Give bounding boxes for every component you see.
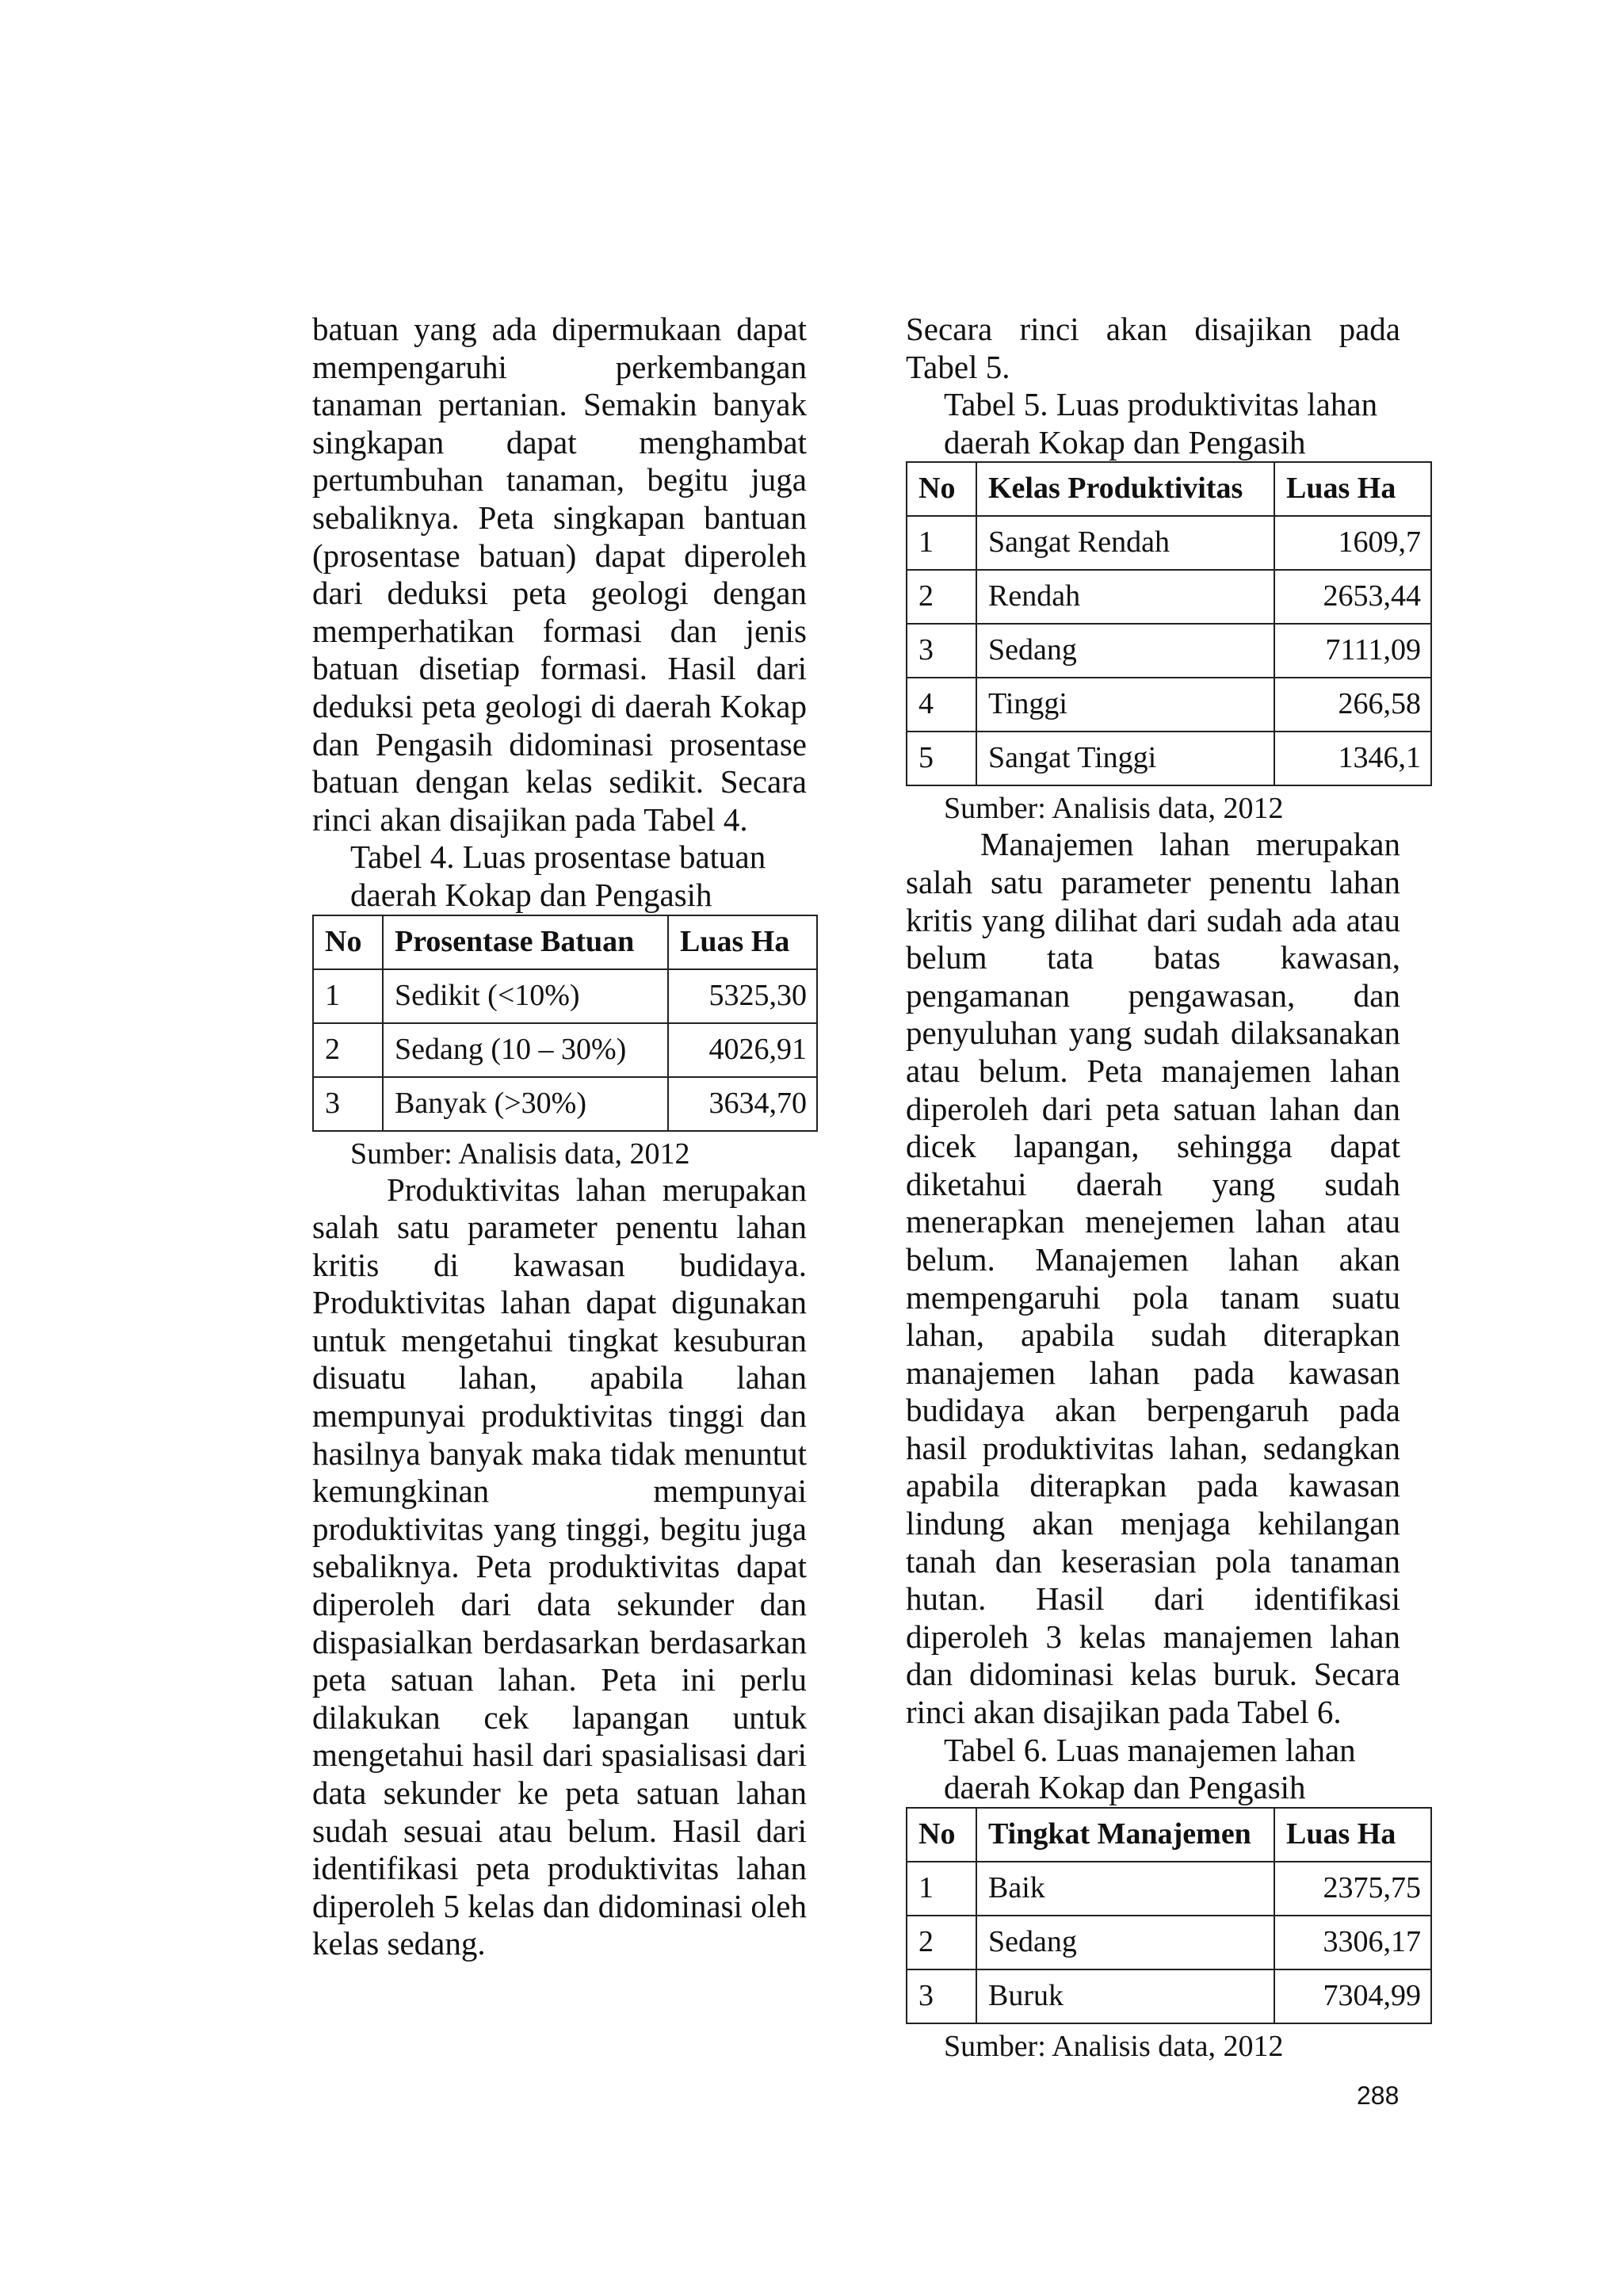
cell-class: Sedang (10 – 30%) [383,1023,668,1077]
cell-area: 1609,7 [1274,516,1431,570]
cell-no: 1 [907,1862,976,1916]
cell-class: Rendah [976,570,1274,624]
cell-no: 2 [313,1023,383,1077]
cell-class: Buruk [976,1969,1274,2023]
table-row [907,1916,1431,1969]
cell-class: Sedang [976,624,1274,678]
cell-no: 2 [907,1916,976,1969]
header-luas: Luas Ha [1274,462,1431,516]
table-row [907,678,1431,732]
cell-area: 2653,44 [1274,570,1431,624]
cell-class: Banyak (>30%) [383,1077,668,1131]
cell-class: Tinggi [976,678,1274,732]
header-tingkat: Tingkat Manajemen [976,1808,1274,1862]
table-header-row [907,462,1431,516]
cell-no: 3 [313,1077,383,1131]
cell-no: 5 [907,732,976,785]
cell-class: Sedikit (<10%) [383,969,668,1023]
table5-caption: Tabel 5. Luas produktivitas lahan daerah Kokap dan Pengasih [944,386,1378,460]
table-row [907,624,1431,678]
left-column [312,311,807,1963]
table6-management [906,1807,1432,2024]
table6-caption: Tabel 6. Luas manajemen lahan daerah Kokap dan Pengasih [944,1731,1356,1806]
paragraph-management: Manajemen lahan merupakan salah satu parameter penentu lahan kritis yang dilihat dari sudah ada atau belum tata batas kawasan, pengamanan pengawasan, dan penyuluhan yang sudah dilaksanakan atau belum. Peta manajemen lahan diperoleh dari peta satuan lahan dan dicek lapangan, sehingga dapat diketahui daerah yang sudah menerapkan menejemen lahan atau belum. Manajemen lahan akan mempengaruhi pola tanam suatu lahan, apabila sudah diterapkan manajemen lahan pada kawasan budidaya akan berpengaruh pada hasil produktivitas lahan, sedangkan apabila diterapkan pada kawasan lindung akan menjaga kehilangan tanah dan keserasian pola tanaman hutan. Hasil dari identifikasi diperoleh 3 kelas manajemen lahan dan didominasi kelas buruk. Secara rinci akan disajikan pada Tabel 6. [906,826,1400,1731]
cell-class: Sedang [976,1916,1274,1969]
cell-class: Baik [976,1862,1274,1916]
table-row [907,1862,1431,1916]
header-kelas: Kelas Produktivitas [976,462,1274,516]
table5-productivity [906,461,1432,786]
table-row [313,1023,817,1077]
header-luas: Luas Ha [1274,1808,1431,1862]
cell-area: 3306,17 [1274,1916,1431,1969]
table-row [907,732,1431,785]
cell-no: 1 [313,969,383,1023]
header-luas: Luas Ha [668,915,817,969]
table-row [907,570,1431,624]
cell-area: 2375,75 [1274,1862,1431,1916]
table-header-row [907,1808,1431,1862]
header-prosentase: Prosentase Batuan [383,915,668,969]
cell-class: Sangat Rendah [976,516,1274,570]
right-column [906,311,1421,2064]
cell-no: 3 [907,1969,976,2023]
table4-rock-percentage [312,915,818,1132]
cell-area: 3634,70 [668,1077,817,1131]
cell-area: 4026,91 [668,1023,817,1077]
cell-class: Sangat Tinggi [976,732,1274,785]
header-no: No [907,462,976,516]
paragraph-productivity: Produktivitas lahan merupakan salah satu parameter penentu lahan kritis di kawasan budidaya. Produktivitas lahan dapat digunakan untuk mengetahui tingkat kesuburan disuatu lahan, apabila lahan mempunyai produktivitas tinggi dan hasilnya banyak maka tidak menuntut kemungkinan mempunyai produktivitas yang tinggi, begitu juga sebaliknya. Peta produktivitas dapat diperoleh dari data sekunder dan dispasialkan berdasarkan berdasarkan peta satuan lahan. Peta ini perlu dilakukan cek lapangan untuk mengetahui hasil dari spasialisasi dari data sekunder ke peta satuan lahan sudah sesuai atau belum. Hasil dari identifikasi peta produktivitas lahan diperoleh 5 kelas dan didominasi oleh kelas sedang. [312,1171,807,1962]
cell-no: 3 [907,624,976,678]
table-row [907,516,1431,570]
page-number: 288 [1357,2081,1400,2110]
table-row [907,1969,1431,2023]
header-no: No [313,915,383,969]
table-header-row [313,915,817,969]
table-row [313,969,817,1023]
cell-area: 1346,1 [1274,732,1431,785]
cell-no: 4 [907,678,976,732]
table-row [313,1077,817,1131]
table6-source: Sumber: Analisis data, 2012 [944,2029,1284,2063]
table4-caption: Tabel 4. Luas prosentase batuan daerah Kokap dan Pengasih [350,839,766,913]
table4-source: Sumber: Analisis data, 2012 [350,1137,690,1171]
cell-area: 5325,30 [668,969,817,1023]
cell-no: 1 [907,516,976,570]
cell-no: 2 [907,570,976,624]
cell-area: 7111,09 [1274,624,1431,678]
cell-area: 266,58 [1274,678,1431,732]
paragraph-rock-exposure: batuan yang ada dipermukaan dapat mempengaruhi perkembangan tanaman pertanian. Semakin banyak singkapan dapat menghambat pertumbuhan tanaman, begitu juga sebaliknya. Peta singkapan bantuan (prosentase batuan) dapat diperoleh dari deduksi peta geologi dengan memperhatikan formasi dan jenis batuan disetiap formasi. Hasil dari deduksi peta geologi di daerah Kokap dan Pengasih didominasi prosentase batuan dengan kelas sedikit. Secara rinci akan disajikan pada Tabel 4. [312,311,807,838]
table5-source: Sumber: Analisis data, 2012 [944,792,1284,826]
cell-area: 7304,99 [1274,1969,1431,2023]
header-no: No [907,1808,976,1862]
paragraph-table5-intro: Secara rinci akan disajikan pada Tabel 5. [906,311,1400,385]
